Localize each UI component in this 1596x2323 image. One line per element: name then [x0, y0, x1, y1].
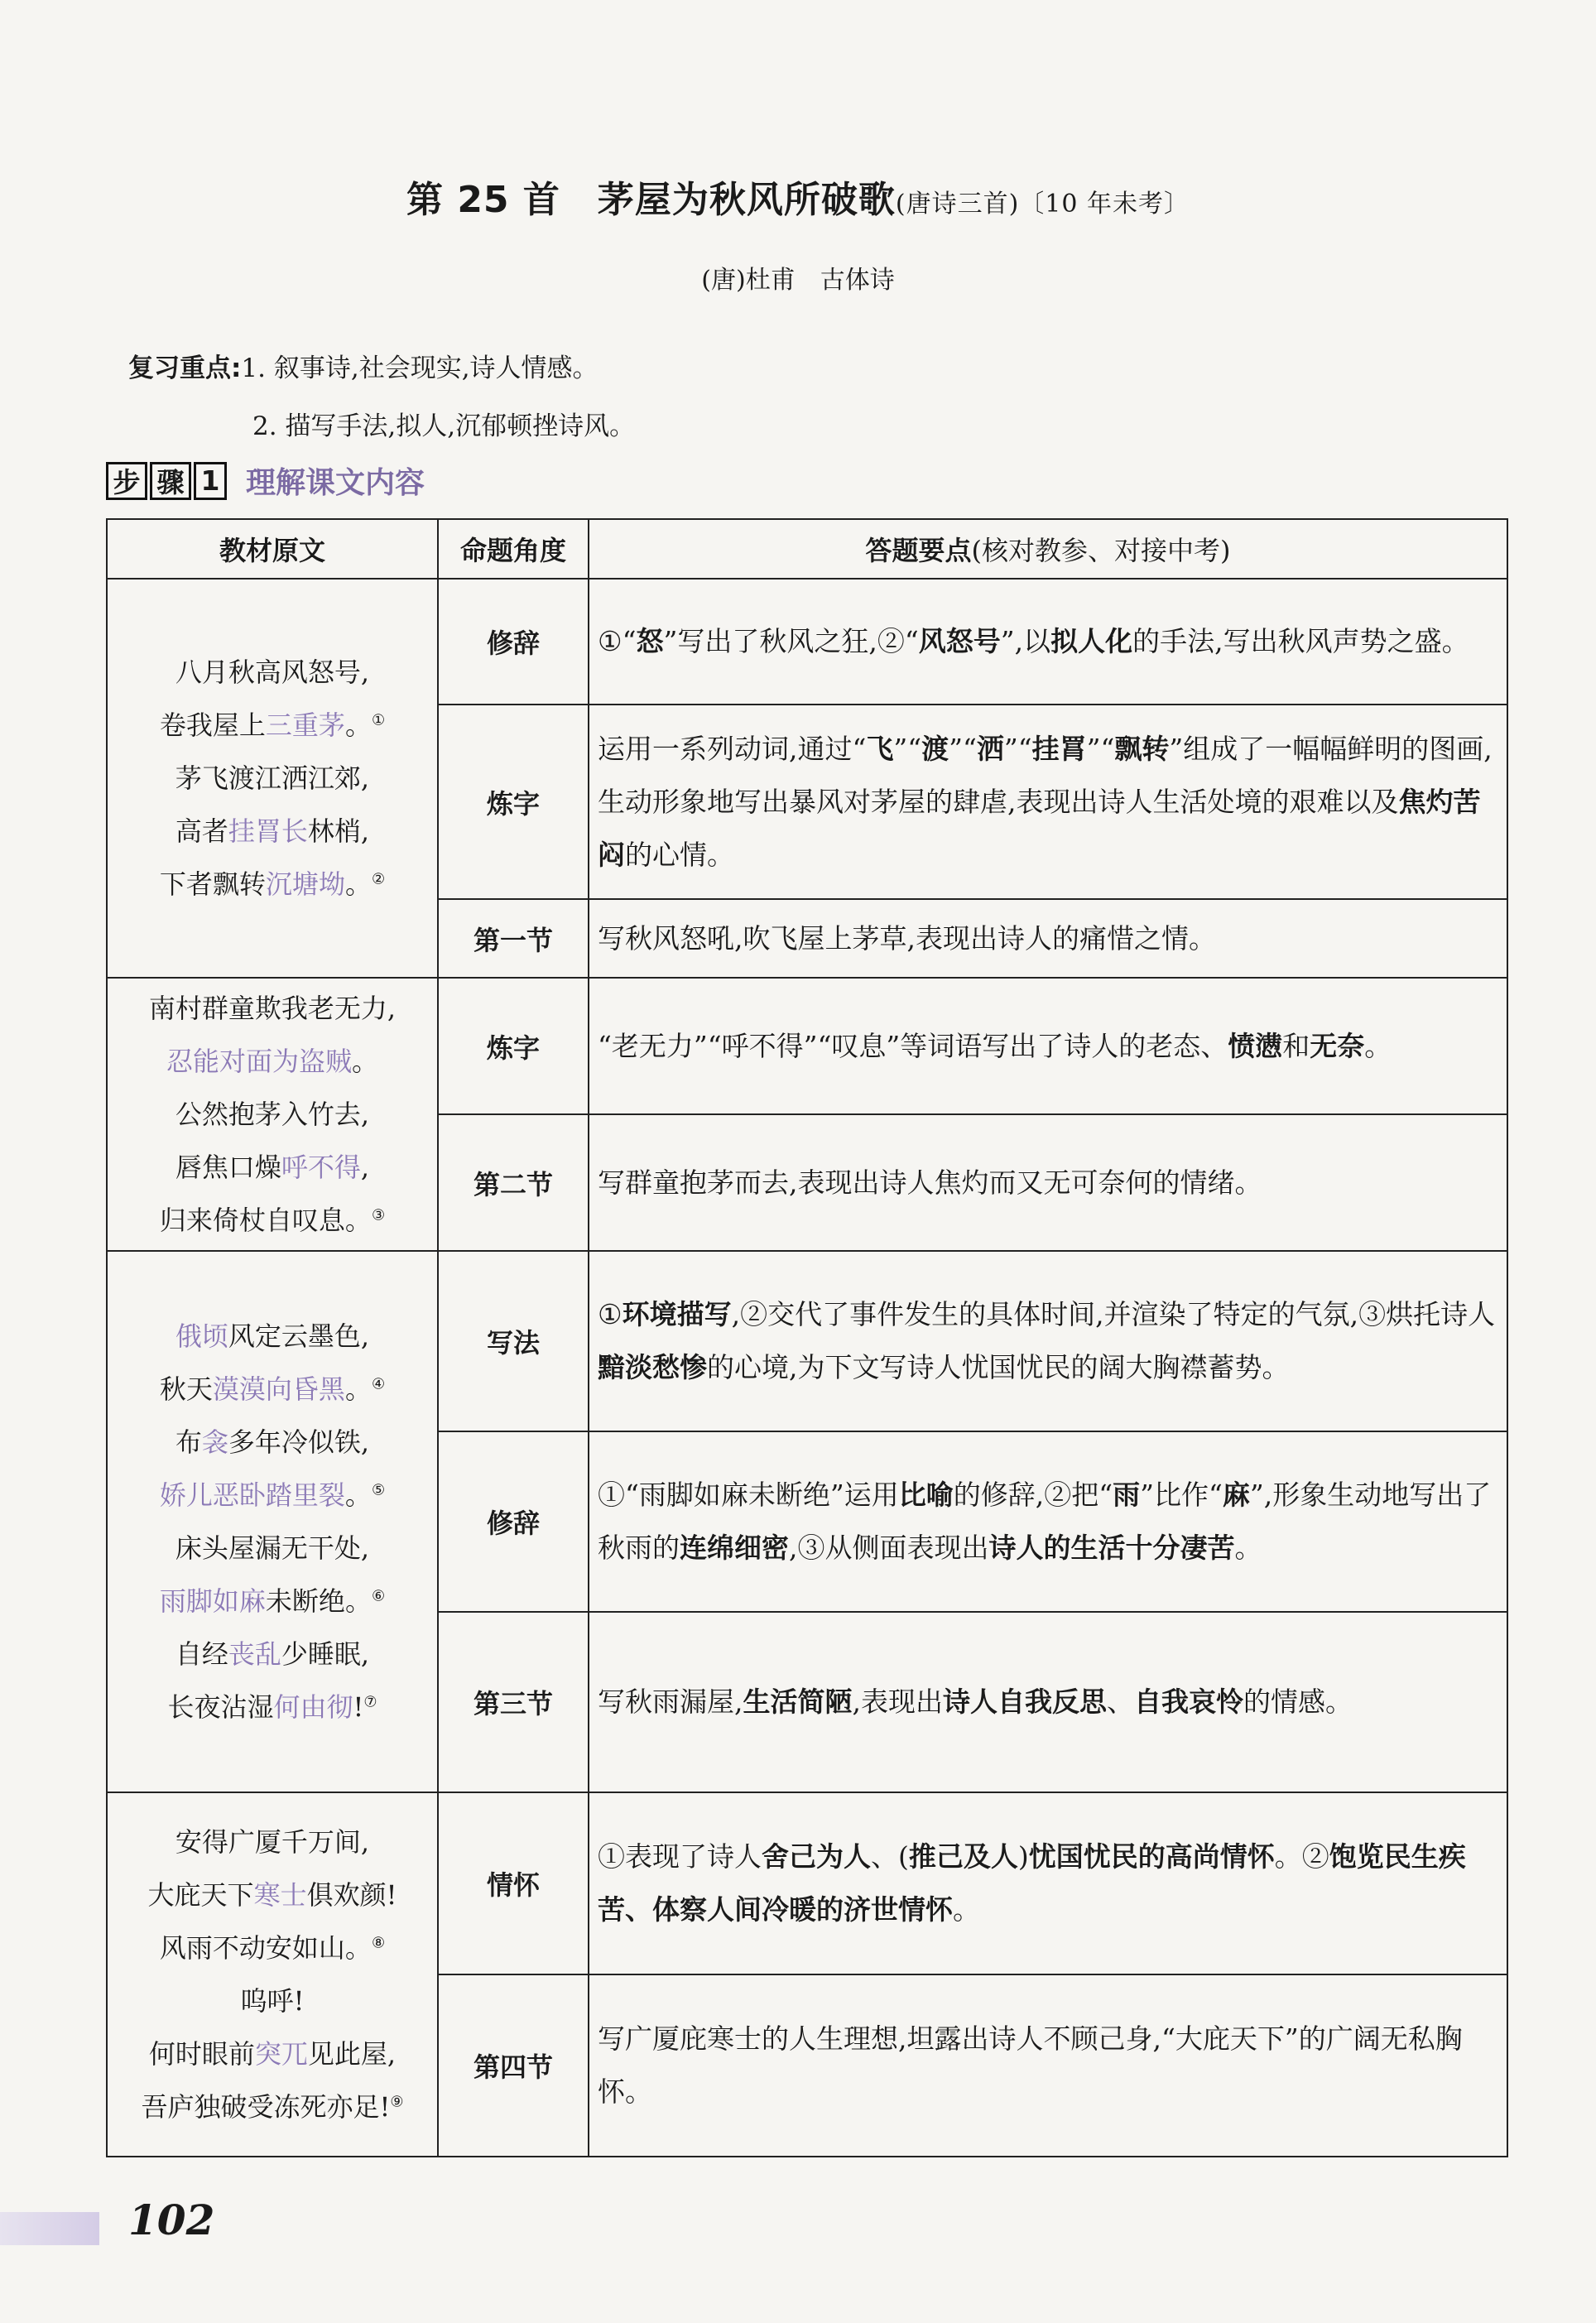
table-row [107, 1251, 1507, 1431]
poem-stanza-3: 俄顷风定云墨色, 秋天漠漠向昏黑。④ 布衾多年冷似铁, 娇儿恶卧踏里裂。⑤ 床头屋漏无干处, 雨脚如麻未断绝。⑥ 自经丧乱少睡眠, 长夜沾湿何由彻!⑦ [107, 1251, 438, 1792]
section-label: 第四节 [438, 1974, 589, 2157]
step-number: 1 [194, 462, 227, 500]
angle-cell: 炼字 [438, 705, 589, 899]
answer-cell: 运用一系列动词,通过“飞”“渡”“洒”“挂罥”“飘转”组成了一幅幅鲜明的图画,生动形象地写出暴风对茅屋的肆虐,表现出诗人生活处境的艰难以及焦灼苦闷的心情。 [589, 705, 1507, 899]
section-label: 第一节 [438, 899, 589, 978]
answer-cell: “老无力”“呼不得”“叹息”等词语写出了诗人的老态、愤懑和无奈。 [589, 978, 1507, 1114]
page-number-bar [0, 2212, 99, 2245]
footnote-marker: ④ [371, 1375, 386, 1393]
angle-cell: 修辞 [438, 1431, 589, 1612]
footnote-marker: ③ [371, 1206, 386, 1224]
page-number: 102 [128, 2196, 215, 2244]
poem-stanza-2: 南村群童欺我老无力, 忍能对面为盗贼。 公然抱茅入竹去, 唇焦口燥呼不得, 归来倚杖自叹息。③ [107, 978, 438, 1251]
footnote-marker: ① [371, 711, 386, 729]
poem-stanza-1: 八月秋高风怒号, 卷我屋上三重茅。① 茅飞渡江洒江郊, 高者挂罥长林梢, 下者飘转沉塘坳。② [107, 579, 438, 978]
step-title: 理解课文内容 [246, 466, 425, 500]
step-box-1: 步 [106, 462, 147, 500]
review-point-1: 1. 叙事诗,社会现实,诗人情感。 [241, 354, 598, 383]
table-row [107, 978, 1507, 1114]
answer-cell: ①“雨脚如麻未断绝”运用比喻的修辞,②把“雨”比作“麻”,形象生动地写出了秋雨的连绵细密,③从侧面表现出诗人的生活十分凄苦。 [589, 1431, 1507, 1612]
angle-cell: 炼字 [438, 978, 589, 1114]
table-header-row [107, 519, 1507, 579]
section-label: 第二节 [438, 1114, 589, 1251]
review-point-2: 2. 描写手法,拟人,沉郁顿挫诗风。 [252, 411, 636, 441]
title-sub: (唐诗三首)〔10 年未考〕 [895, 190, 1190, 219]
answer-cell: 写秋风怒吼,吹飞屋上茅草,表现出诗人的痛惜之情。 [589, 899, 1507, 978]
title-main: 第 25 首 茅屋为秋风所破歌 [406, 179, 896, 221]
answer-cell: 写秋雨漏屋,生活简陋,表现出诗人自我反思、自我哀怜的情感。 [589, 1612, 1507, 1792]
header-original-text: 教材原文 [107, 519, 438, 579]
footnote-marker: ⑧ [371, 1934, 386, 1952]
review-label: 复习重点: [128, 354, 242, 383]
angle-cell: 写法 [438, 1251, 589, 1431]
section-label: 第三节 [438, 1612, 589, 1792]
footnote-marker: ⑦ [363, 1693, 377, 1711]
footnote-marker: ⑥ [371, 1587, 386, 1605]
review-points [128, 339, 635, 455]
answer-cell: ①环境描写,②交代了事件发生的具体时间,并渲染了特定的气氛,③烘托诗人黯淡愁惨的心境,为下文写诗人忧国忧民的阔大胸襟蓄势。 [589, 1251, 1507, 1431]
table-row [107, 1792, 1507, 1974]
angle-cell: 情怀 [438, 1792, 589, 1974]
answer-cell: ①“怒”写出了秋风之狂,②“风怒号”,以拟人化的手法,写出秋风声势之盛。 [589, 579, 1507, 705]
step-box-2: 骤 [150, 462, 191, 500]
answer-cell: ①表现了诗人舍己为人、(推己及人)忧国忧民的高尚情怀。②饱览民生疾苦、体察人间冷暖的济世情怀。 [589, 1792, 1507, 1974]
step-heading [106, 459, 425, 502]
page-title [0, 170, 1596, 223]
footnote-marker: ⑤ [371, 1481, 386, 1499]
angle-cell: 修辞 [438, 579, 589, 705]
content-table [106, 518, 1508, 2157]
table-row [107, 579, 1507, 705]
footnote-marker: ⑨ [390, 2093, 404, 2111]
answer-cell: 写广厦庇寒士的人生理想,坦露出诗人不顾己身,“大庇天下”的广阔无私胸怀。 [589, 1974, 1507, 2157]
header-angle: 命题角度 [438, 519, 589, 579]
footnote-marker: ② [371, 870, 386, 888]
header-answer-points: 答题要点(核对教参、对接中考) [589, 519, 1507, 579]
poem-stanza-4: 安得广厦千万间, 大庇天下寒士俱欢颜! 风雨不动安如山。⑧ 呜呼! 何时眼前突兀见此屋, 吾庐独破受冻死亦足!⑨ [107, 1792, 438, 2157]
author-line: (唐)杜甫 古体诗 [701, 266, 895, 295]
answer-cell: 写群童抱茅而去,表现出诗人焦灼而又无可奈何的情绪。 [589, 1114, 1507, 1251]
